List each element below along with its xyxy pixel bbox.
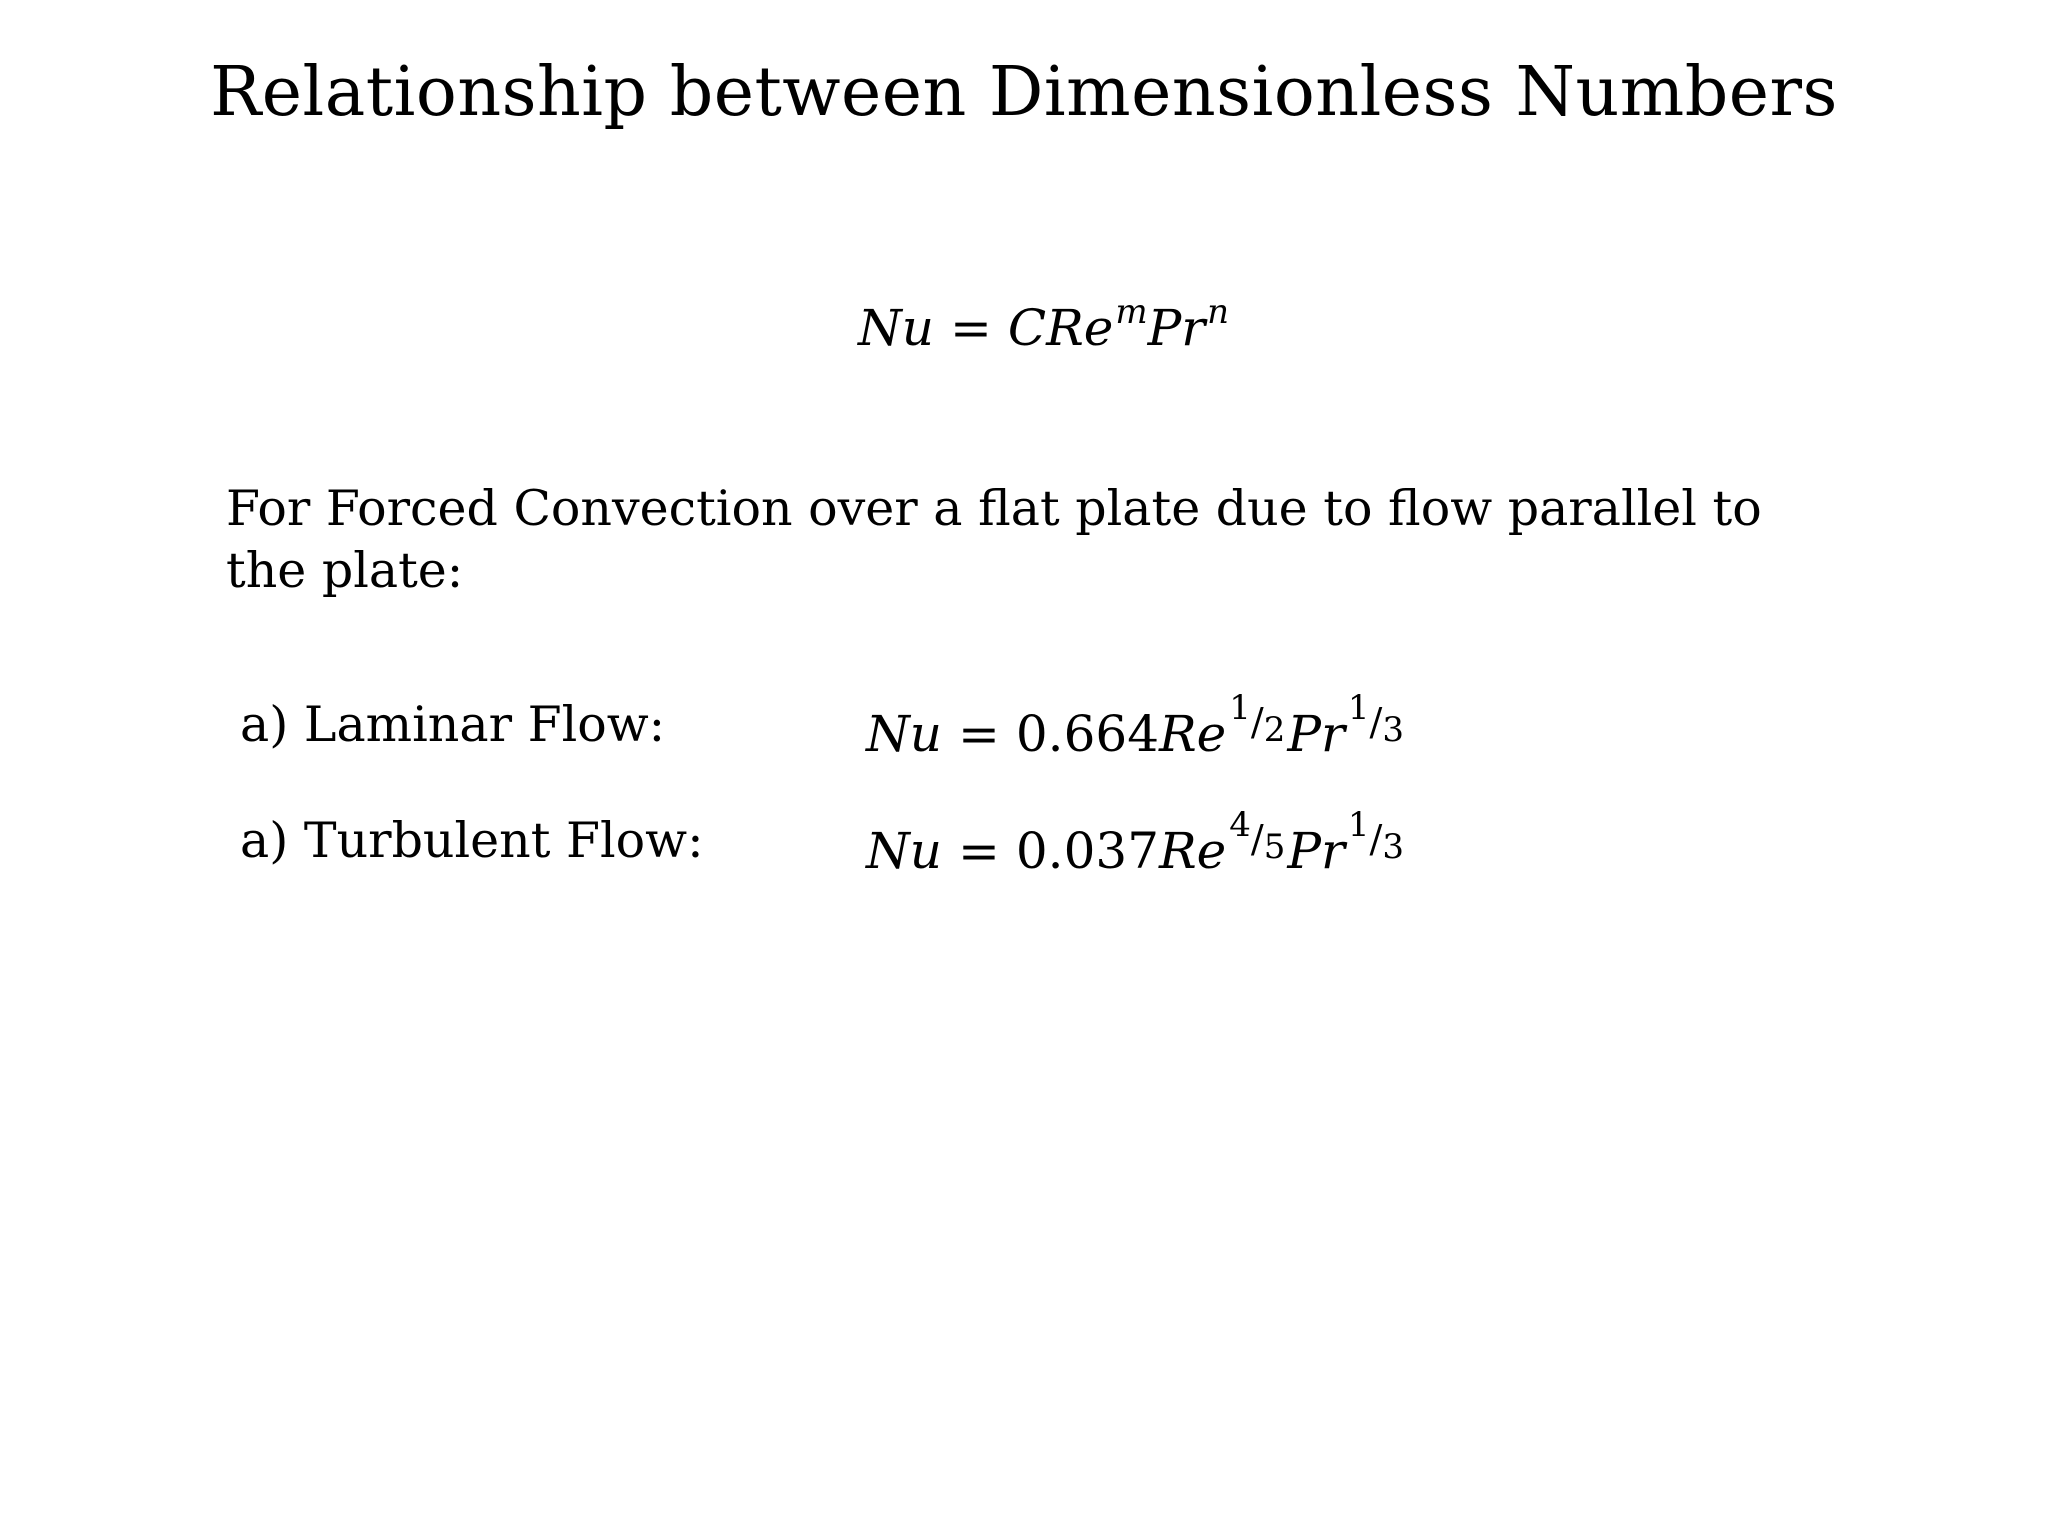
eq-lhs: Nu xyxy=(866,822,942,880)
eq-equals: = xyxy=(949,299,992,357)
exp-numerator: 4 xyxy=(1229,805,1251,845)
exp-denominator: 3 xyxy=(1382,710,1404,750)
eq-pr-exponent: 1/3 xyxy=(1347,805,1404,867)
eq-pr-exponent: 1/3 xyxy=(1347,688,1404,750)
eq-equals: = xyxy=(957,822,1000,880)
exp-denominator: 3 xyxy=(1382,827,1404,867)
eq-re-exponent: 4/5 xyxy=(1229,805,1286,867)
description-paragraph: For Forced Convection over a flat plate due to flow parallel to the plate: xyxy=(226,480,1762,599)
turbulent-flow-equation xyxy=(866,805,1406,880)
eq-pr: Pr xyxy=(1287,705,1345,763)
exp-denominator: 5 xyxy=(1263,827,1286,867)
eq-re: Re xyxy=(1159,822,1227,880)
eq-re: Re xyxy=(1159,705,1227,763)
laminar-flow-equation xyxy=(866,688,1406,763)
general-equation xyxy=(858,292,1230,357)
slide-title: Relationship between Dimensionless Numbers xyxy=(210,53,1838,132)
exp-numerator: 1 xyxy=(1347,688,1370,728)
eq-lhs: Nu xyxy=(866,705,942,763)
eq-constant: C xyxy=(1007,299,1047,357)
laminar-flow-label: a) Laminar Flow: xyxy=(240,696,666,753)
eq-coefficient: 0.664 xyxy=(1015,705,1159,763)
eq-coefficient: 0.037 xyxy=(1015,822,1159,880)
eq-pr: Pr xyxy=(1287,822,1345,880)
exp-numerator: 1 xyxy=(1347,805,1370,845)
turbulent-flow-label: a) Turbulent Flow: xyxy=(240,812,704,869)
eq-re-exponent: 1/2 xyxy=(1229,688,1286,750)
eq-equals: = xyxy=(957,705,1000,763)
eq-re: Re xyxy=(1046,299,1114,357)
eq-pr: Pr xyxy=(1147,299,1206,357)
eq-re-exponent: m xyxy=(1115,292,1148,332)
exp-denominator: 2 xyxy=(1263,710,1286,750)
eq-lhs: Nu xyxy=(858,299,934,357)
eq-pr-exponent: n xyxy=(1207,292,1230,332)
exp-numerator: 1 xyxy=(1229,688,1251,728)
